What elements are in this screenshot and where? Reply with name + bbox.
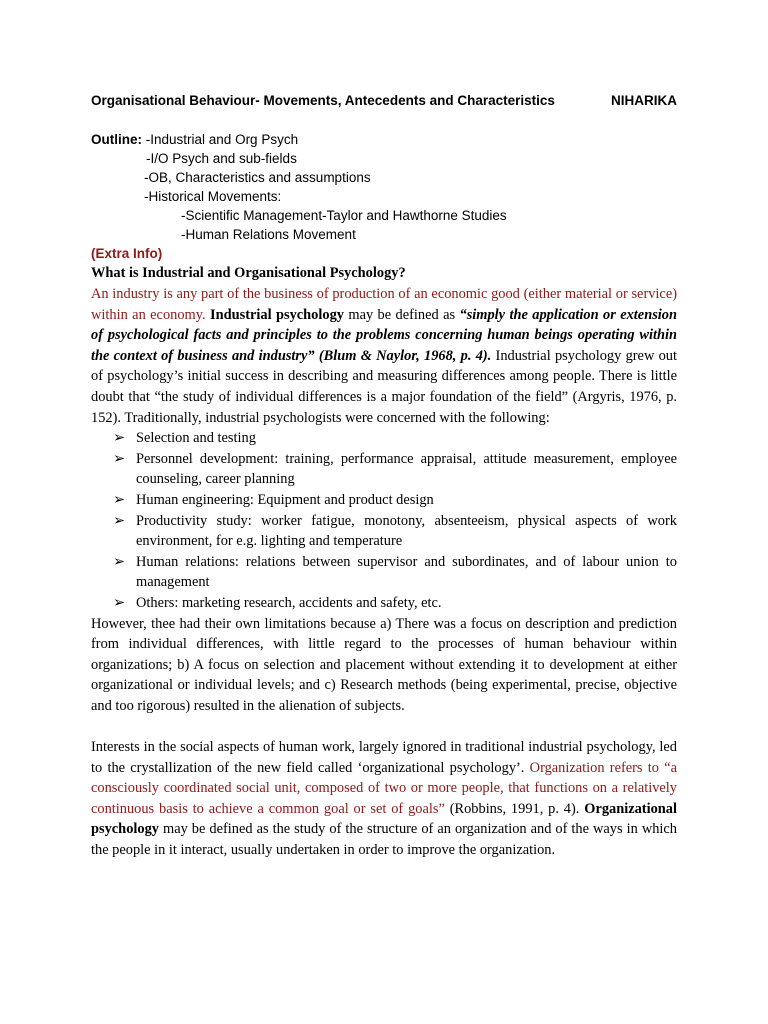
list-item: ➢ Personnel development: training, performance appraisal, attitude measurement, employee counseling, career planning	[113, 450, 677, 488]
definition-quote: “simply the application or extension of psychological facts and principles to the problems concerning human beings operating within the context of business and industry” (Blum & Naylor, 1968, p. 4).	[91, 306, 677, 364]
paragraph-limitations: However, thee had their own limitations because a) There was a focus on description and prediction from individual differences, with little regard to the processes of human behaviour within organizations; b) A focus on selection and placement without extending it to development at either organizational or individual levels; and c) Research methods (being experimental, precise, objective and too rigorous) resulted in the alienation of subjects.	[91, 615, 677, 714]
outline-item: -Human Relations Movement	[181, 226, 356, 242]
outline-item: -OB, Characteristics and assumptions	[144, 169, 371, 185]
outline-label: Outline:	[91, 132, 142, 147]
list-item: ➢ Others: marketing research, accidents and safety, etc.	[113, 593, 677, 614]
outline-item: -Scientific Management-Taylor and Hawthorne Studies	[181, 207, 507, 223]
arrow-bullet-icon: ➢	[113, 512, 126, 529]
arrow-bullet-icon: ➢	[113, 450, 126, 467]
outline-item: Outline: -Industrial and Org Psych	[91, 132, 299, 147]
list-item: ➢ Human relations: relations between supervisor and subordinates, and of labour union to management	[113, 553, 677, 591]
list-item: ➢ Selection and testing	[113, 428, 677, 449]
arrow-bullet-icon: ➢	[113, 430, 126, 447]
outline-item: -I/O Psych and sub-fields	[146, 150, 297, 166]
outline-section	[91, 131, 677, 244]
arrow-bullet-icon: ➢	[113, 491, 126, 508]
outline-item: -Historical Movements:	[144, 188, 282, 204]
organization-definition: Organization refers to “a consciously coordinated social unit, composed of two or more people, that functions on a relatively continuous basis to achieve a common goal or set of goals”	[91, 759, 678, 817]
list-item: ➢ Human engineering: Equipment and product design	[113, 490, 677, 511]
term-industrial-psychology: Industrial psychology	[210, 306, 344, 323]
arrow-bullet-icon: ➢	[113, 553, 126, 570]
section-heading: What is Industrial and Organisational Psychology?	[91, 265, 406, 282]
paragraph-industrial-psychology: An industry is any part of the business of production of an economic good (either material or service) within an economy. Industrial psychology may be defined as “simply the application or extension of psychological facts and principles to the problems concerning human beings operating within the context of business and industry” (Blum & Naylor, 1968, p. 4). Industrial psychology grew out of psychology’s initial success in describing and measuring differences among people. There is little doubt that “the study of individual differences is a major foundation of the field” (Argyris, 1976, p. 152). Traditionally, industrial psychologists were concerned with the following:	[91, 286, 677, 426]
document-title: Organisational Behaviour- Movements, Antecedents and Characteristics	[91, 93, 555, 108]
author-name: NIHARIKA	[611, 93, 677, 108]
term-organizational-psychology: Organizational psychology	[91, 800, 677, 838]
list-item: ➢ Productivity study: worker fatigue, monotony, absenteeism, physical aspects of work environment, for e.g. lighting and temperature	[113, 512, 677, 550]
industry-definition: An industry is any part of the business of production of an economic good (either material or service) within an economy.	[91, 286, 677, 323]
paragraph-spacer	[91, 717, 677, 738]
arrow-bullet-icon: ➢	[113, 594, 126, 611]
concerns-list	[91, 428, 677, 613]
paragraph-organizational-psychology: Interests in the social aspects of human work, largely ignored in traditional industrial psychology, led to the crystallization of the new field called ‘organizational psychology’. Organization refers to “a consciously coordinated social unit, composed of two or more people, that functions on a relatively continuous basis to achieve a common goal or set of goals” (Robbins, 1991, p. 4). Organizational psychology may be defined as the study of the structure of an organization and of the ways in which the people in it interact, usually undertaken in order to improve the organization.	[91, 739, 678, 859]
extra-info-label: (Extra Info)	[91, 246, 163, 262]
document-header	[91, 92, 677, 110]
